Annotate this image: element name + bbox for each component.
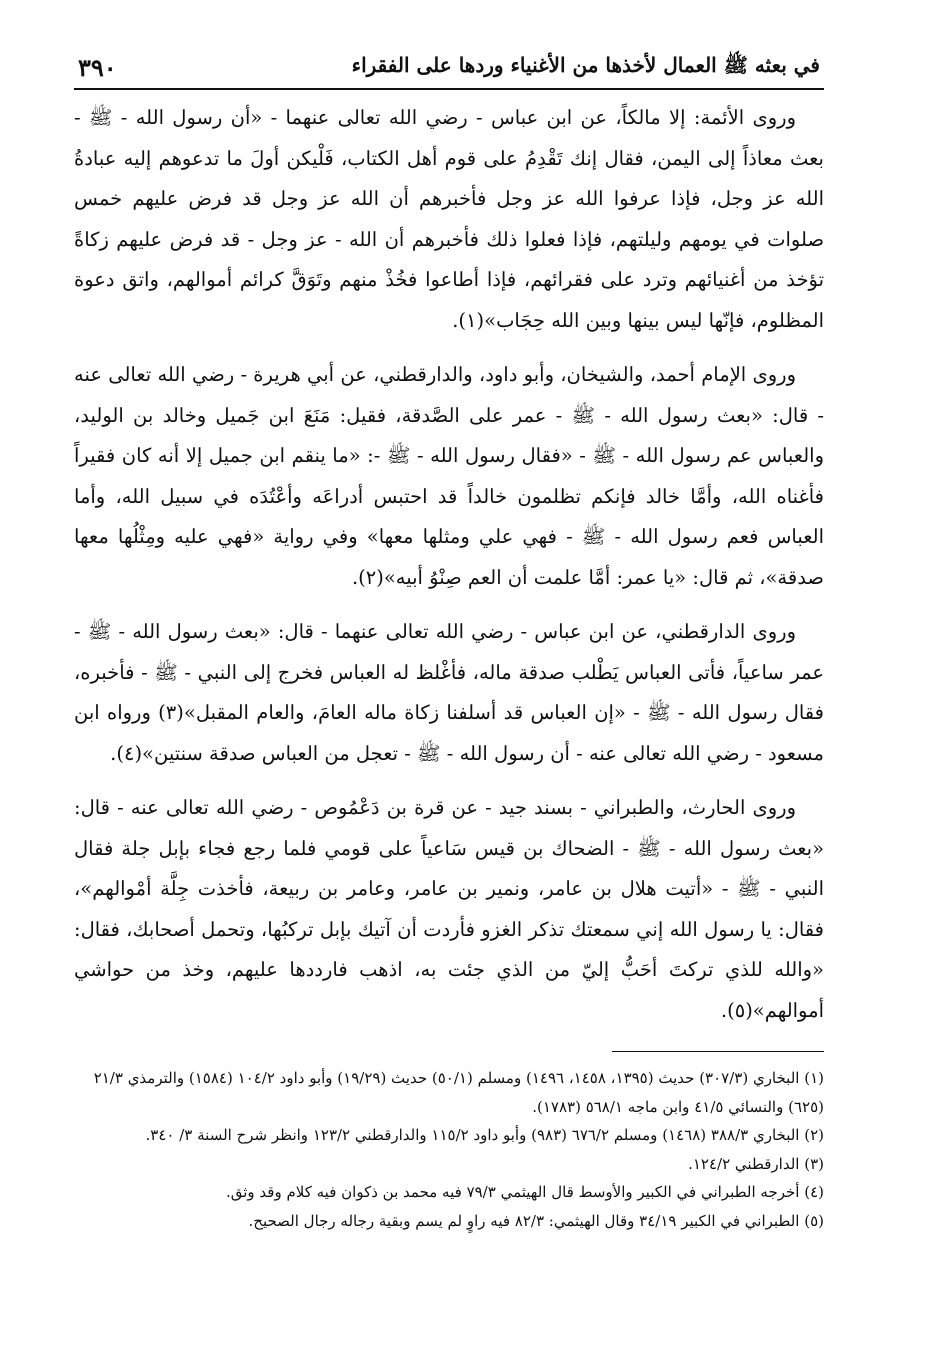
paragraph-1: وروى الأئمة: إلا مالكاً، عن ابن عباس - رضي الله تعالى عنهما - «أن رسول الله - ﷺ - بعث معاذاً إلى اليمن، فقال إنك تَقْدِمُ على قوم أهل الكتاب، فَلْيكن أولَ ما تدعوهم إليه عبادةُ الله عز وجل، فإذا عرفوا الله عز وجل فأخبرهم أن الله عز وجل قد فرض عليهم خمس صلوات في يومهم وليلتهم، فإذا فعلوا ذلك فأخبرهم أن الله - عز وجل - قد فرض عليهم زكاةً تؤخذ من أغنيائهم وترد على فقرائهم، فإذا أطاعوا فخُذْ منهم وتَوَقَّ كرائم أموالهم، واتق دعوة المظلوم، فإنّها ليس بينها وبين الله حِجَاب»(١). (74, 106, 824, 332)
footnote-2: (٢) البخاري ٣٨٨/٣ (١٤٦٨) ومسلم ٦٧٦/٢ (٩٨٣) وأبو داود ١١٥/٢ والدارقطني ١٢٣/٢ وانظر شرح السنة ٣/ ٣٤٠. (145, 1126, 824, 1144)
paragraph-2: وروى الإمام أحمد، والشيخان، وأبو داود، والدارقطني، عن أبي هريرة - رضي الله تعالى عنه - قال: «بعث رسول الله - ﷺ - عمر على الصَّدقة، فقيل: مَنَعَ ابن جَميل وخالد بن الوليد، والعباس عم رسول الله - ﷺ - «فقال رسول الله - ﷺ -: «ما ينقم ابن جميل إلا أنه كان فقيراً فأغناه الله، وأمَّا خالد فإنكم تظلمون خالداً قد احتبس أدراعَه وأعْتُدَه في سبيل الله، وأما العباس فعم رسول الله - ﷺ - فهي علي ومثلها معها» وفي رواية «فهي عليه ومِثْلُها معها صدقة»، ثم قال: «يا عمر: أمَّا علمت أن العم صِنْوُ أبيه»(٢). (74, 363, 824, 589)
paragraph-3: وروى الدارقطني، عن ابن عباس - رضي الله تعالى عنهما - قال: «بعث رسول الله - ﷺ - عمر ساعياً، فأتى العباس يَطْلب صدقة ماله، فأغْلظ له العباس فخرج إلى النبي - ﷺ - فأخبره، فقال رسول الله - ﷺ - «إن العباس قد أسلفنا زكاة ماله العامَ، والعام المقبل»(٣) ورواه ابن مسعود - رضي الله تعالى عنه - أن رسول الله - ﷺ - تعجل من العباس صدقة سنتين»(٤). (74, 620, 824, 765)
footnote-4: (٤) أخرجه الطبراني في الكبير والأوسط قال الهيثمي ٧٩/٣ فيه محمد بن ذكوان فيه كلام وقد وثق. (225, 1183, 824, 1201)
footnote-separator (612, 1051, 824, 1052)
footnote-1: (١) البخاري (٣٠٧/٣) حديث (١٣٩٥، ١٤٥٨، ١٤٩٦) ومسلم (٥٠/١) حديث (١٩/٢٩) وأبو داود ١٠٤/٢ (١٥٨٤) والترمذي ٢١/٣ (٦٢٥) والنسائي ٤١/٥ وابن ماجه ٥٦٨/١ (١٧٨٣). (93, 1069, 824, 1116)
running-title: في بعثه ﷺ العمال لأخذها من الأغنياء وردها على الفقراء (351, 53, 820, 77)
page-number: ٣٩٠ (78, 53, 117, 82)
footnote-5: (٥) الطبراني في الكبير ٣٤/١٩ وقال الهيثمي: ٨٢/٣ فيه راوٍ لم يسم وبقية رجاله رجال الصحيح. (248, 1211, 824, 1230)
paragraph-4: وروى الحارث، والطبراني - بسند جيد - عن قرة بن دَعْمُوص - رضي الله تعالى عنه - قال: «بعث رسول الله - ﷺ - الضحاك بن قيس سَاعياً على قومي فلما رجع فجاء بإبل جلة فقال النبي - ﷺ - «أتيت هلال بن عامر، ونمير بن عامر، وعامر بن ربيعة، فأخذت جِلَّة أمْوالهم»، فقال: يا رسول الله إني سمعتك تذكر الغزو فأردت أن آتيك بإبل تركبُها، وتحمل أصحابك، فقال: «والله للذي تركتَ أحَبُّ إليّ من الذي جئت به، اذهب فارددها عليهم، وخذ من حواشي أموالهم»(٥). (74, 796, 824, 1022)
book-page (74, 46, 824, 1235)
page-header (74, 46, 824, 90)
main-text (74, 98, 824, 1031)
footnote-3: (٣) الدارقطني ١٢٤/٢. (688, 1154, 824, 1173)
footnotes (74, 1064, 824, 1235)
